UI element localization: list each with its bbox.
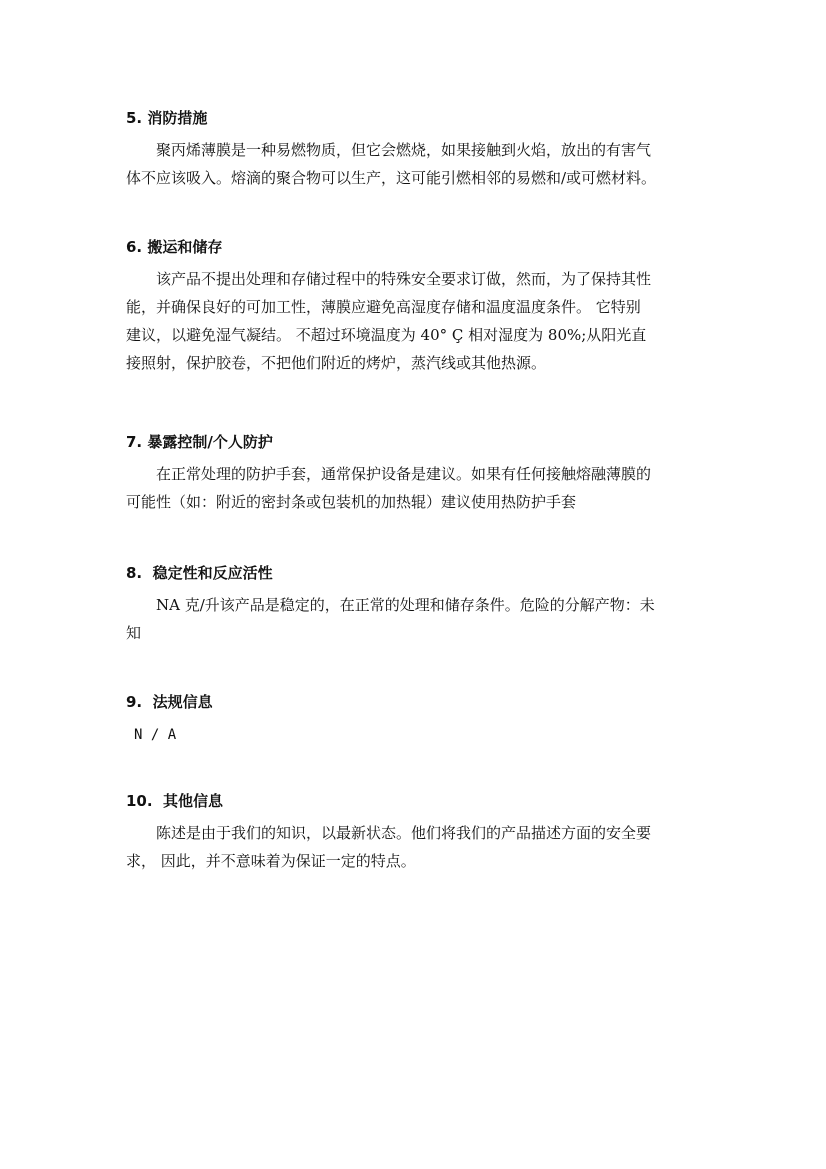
section-10-body — [126, 819, 702, 875]
section-5-line-2: 体不应该吸入。熔滴的聚合物可以生产，这可能引燃相邻的易燃和/或可燃材料。 — [126, 169, 657, 187]
section-6-line-2: 能，并确保良好的可加工性，薄膜应避免高湿度存储和温度温度条件。 它特别 — [126, 298, 641, 316]
section-7-body — [126, 460, 702, 516]
section-10-heading: 10. 其他信息 — [126, 792, 224, 810]
section-8-line-1: NA 克/升该产品是稳定的，在正常的处理和储存条件。危险的分解产物：未 — [126, 596, 655, 614]
section-10-line-1: 陈述是由于我们的知识，以最新状态。他们将我们的产品描述方面的安全要 — [126, 824, 652, 842]
section-5-heading: 5. 消防措施 — [126, 109, 208, 127]
section-9-heading: 9. 法规信息 — [126, 693, 213, 711]
section-10-line-2: 求， 因此，并不意味着为保证一定的特点。 — [126, 852, 416, 870]
section-6-line-4: 接照射，保护胶卷，不把他们附近的烤炉，蒸汽线或其他热源。 — [126, 354, 547, 372]
section-9-value: N / A — [134, 727, 177, 743]
section-8-heading: 8. 稳定性和反应活性 — [126, 564, 273, 582]
section-6-heading: 6. 搬运和储存 — [126, 238, 223, 256]
section-5-line-1: 聚丙烯薄膜是一种易燃物质，但它会燃烧，如果接触到火焰，放出的有害气 — [126, 141, 652, 159]
section-5-body — [126, 136, 702, 192]
section-7-line-2: 可能性（如：附近的密封条或包装机的加热辊）建议使用热防护手套 — [126, 493, 577, 511]
section-6-line-3: 建议，以避免湿气凝结。 不超过环境温度为 40° Ç 相对湿度为 80%;从阳光直 — [126, 326, 647, 344]
section-7-line-1: 在正常处理的防护手套，通常保护设备是建议。如果有任何接触熔融薄膜的 — [126, 465, 652, 483]
section-7-heading: 7. 暴露控制/个人防护 — [126, 433, 273, 451]
section-8-body — [126, 591, 702, 647]
section-6-line-1: 该产品不提出处理和存储过程中的特殊安全要求订做，然而，为了保持其性 — [126, 270, 652, 288]
section-8-line-2: 知 — [126, 624, 142, 642]
section-6-body — [126, 265, 702, 377]
